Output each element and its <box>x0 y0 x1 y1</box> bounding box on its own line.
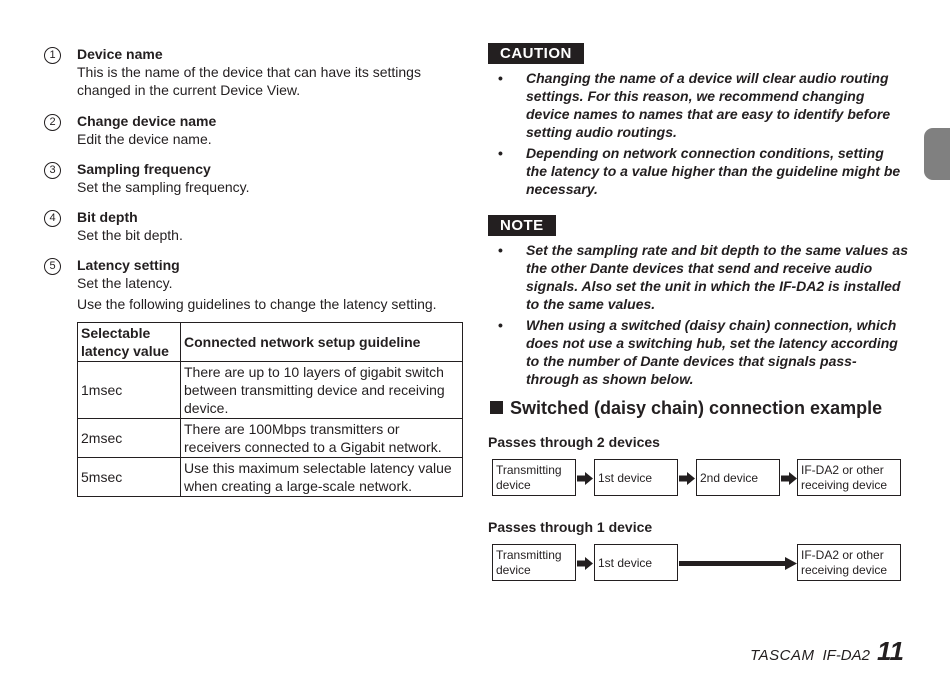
note-list <box>498 241 908 391</box>
section-title <box>490 398 882 419</box>
item-title: Bit depth <box>77 209 138 225</box>
section-title-text: Switched (daisy chain) connection example <box>510 398 883 418</box>
item-description: Set the latency. <box>77 275 173 291</box>
latency-guideline-intro: Use the following guidelines to change the latency setting. <box>77 296 437 312</box>
table-header-row <box>78 323 463 362</box>
diagram-box-receiving: IF-DA2 or other receiving device <box>797 459 901 496</box>
diagram-box-transmitting: Transmitting device <box>492 544 576 581</box>
item-description: Set the bit depth. <box>77 227 183 243</box>
latency-table <box>77 322 463 497</box>
caution-list <box>498 69 908 201</box>
latency-value-cell: 1msec <box>78 362 181 419</box>
guideline-cell: There are up to 10 layers of gigabit switch between transmitting device and receiving device. <box>181 362 463 419</box>
item-title: Change device name <box>77 113 217 129</box>
item-title: Device name <box>77 46 163 62</box>
table-header-guideline: Connected network setup guideline <box>181 323 463 362</box>
chapter-tab <box>924 128 950 180</box>
note-label: NOTE <box>488 215 556 236</box>
diagram2-title: Passes through 1 device <box>488 519 653 535</box>
item-number: 3 <box>44 162 61 179</box>
long-arrow-right-icon <box>679 557 798 570</box>
arrow-right-icon <box>781 472 798 485</box>
note-bullet: • Set the sampling rate and bit depth to the same values as the other Dante devices that send and receive audio signals. Also set the unit in which the IF-DA2 is installed to the same values. <box>498 241 908 313</box>
diagram-box-1st-device: 1st device <box>594 459 678 496</box>
item-description: This is the name of the device that can have its settings changed in the current Device View. <box>77 64 421 98</box>
diagram-box-2nd-device: 2nd device <box>696 459 780 496</box>
latency-value-cell: 5msec <box>78 458 181 497</box>
footer-model: IF-DA2 <box>822 647 870 664</box>
table-row <box>78 362 463 419</box>
diagram-box-receiving: IF-DA2 or other receiving device <box>797 544 901 581</box>
diagram-box-transmitting: Transmitting device <box>492 459 576 496</box>
table-row <box>78 458 463 497</box>
item-title: Latency setting <box>77 257 180 273</box>
arrow-right-icon <box>679 472 696 485</box>
guideline-cell: There are 100Mbps transmitters or receivers connected to a Gigabit network. <box>181 419 463 458</box>
page-number: 11 <box>877 636 904 666</box>
caution-bullet: • Depending on network connection conditions, setting the latency to a value higher than the guideline might be necessary. <box>498 144 908 198</box>
arrow-right-icon <box>577 557 594 570</box>
item-number: 4 <box>44 210 61 227</box>
square-bullet-icon <box>490 401 503 414</box>
item-description: Set the sampling frequency. <box>77 179 250 195</box>
table-header-value: Selectable latency value <box>78 323 181 362</box>
note-bullet: • When using a switched (daisy chain) connection, which does not use a switching hub, set the latency according to the number of Dante devices that signals pass-through as shown below. <box>498 316 908 388</box>
item-number: 2 <box>44 114 61 131</box>
item-description: Edit the device name. <box>77 131 212 147</box>
arrow-right-icon <box>577 472 594 485</box>
latency-value-cell: 2msec <box>78 419 181 458</box>
item-number: 1 <box>44 47 61 64</box>
table-row <box>78 419 463 458</box>
caution-label: CAUTION <box>488 43 584 64</box>
footer-brand: TASCAM <box>750 647 815 664</box>
caution-bullet: • Changing the name of a device will clear audio routing settings. For this reason, we recommend changing device names to names that are easy to identify before setting audio routings. <box>498 69 908 141</box>
guideline-cell: Use this maximum selectable latency value when creating a large-scale network. <box>181 458 463 497</box>
diagram-box-1st-device: 1st device <box>594 544 678 581</box>
item-number: 5 <box>44 258 61 275</box>
diagram1-title: Passes through 2 devices <box>488 434 660 450</box>
page-footer <box>750 636 904 667</box>
item-title: Sampling frequency <box>77 161 211 177</box>
